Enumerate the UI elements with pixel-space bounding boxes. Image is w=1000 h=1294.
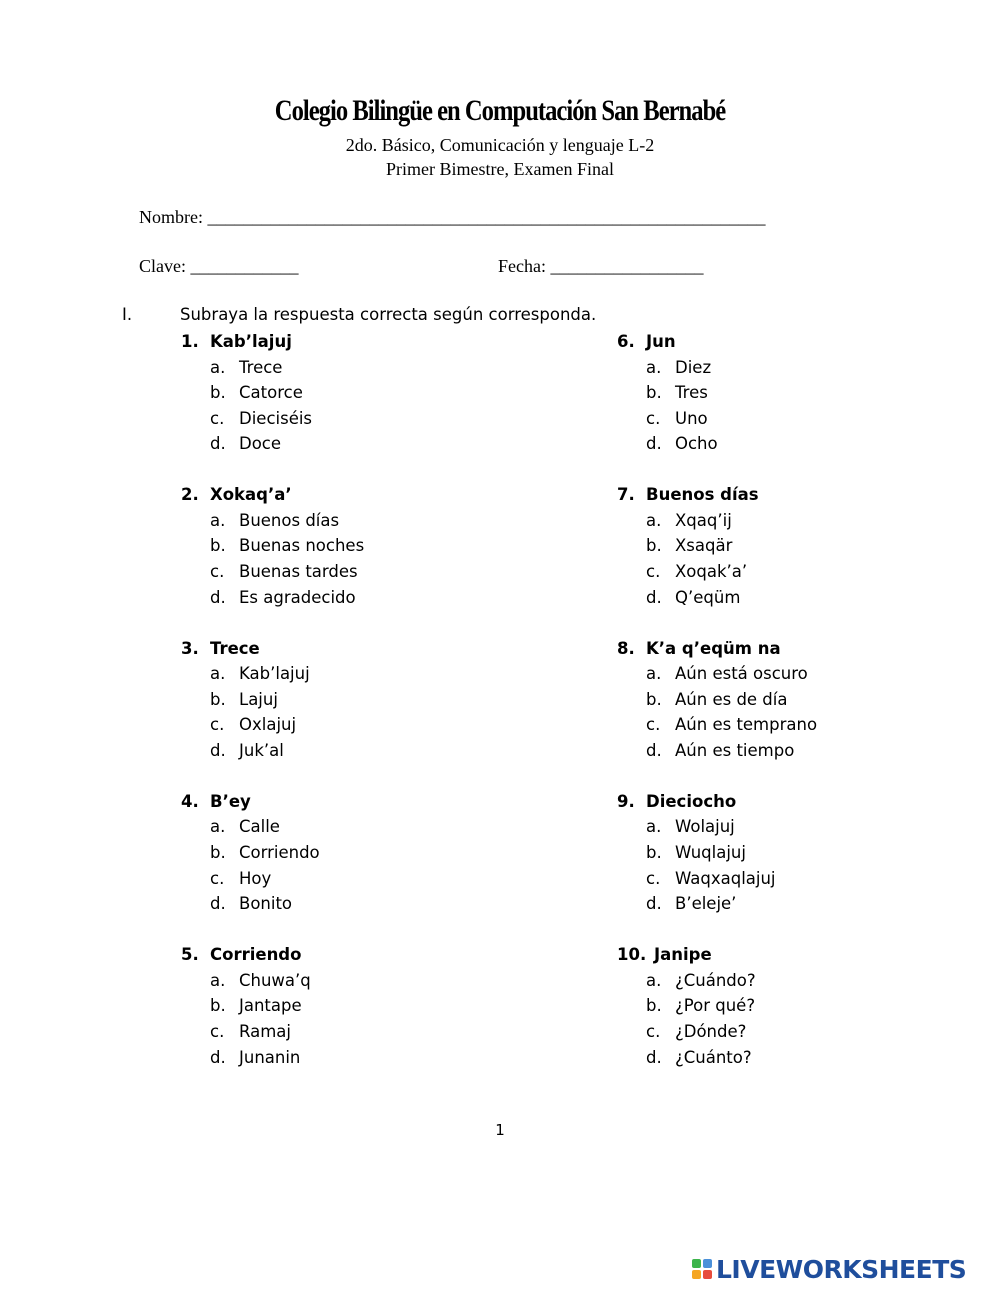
option-text[interactable]: Trece (239, 357, 283, 377)
question-text: B’ey (210, 791, 251, 811)
option-letter: a. (210, 817, 226, 837)
option-letter: c. (210, 408, 225, 428)
option-text[interactable]: Xqaq’ij (675, 510, 732, 530)
option-letter: a. (210, 357, 226, 377)
option-text[interactable]: Jantape (239, 996, 302, 1016)
option-text[interactable]: Buenos días (239, 510, 340, 530)
option-letter: a. (646, 664, 662, 684)
question-text: Kab’lajuj (210, 332, 292, 351)
option-letter: d. (646, 740, 662, 760)
option-letter: b. (646, 843, 662, 863)
option-text[interactable]: Aún es de día (675, 689, 788, 709)
option-text[interactable]: Buenas noches (239, 536, 365, 556)
option-text[interactable]: ¿Dónde? (675, 1021, 747, 1041)
option-letter: b. (210, 536, 226, 556)
option-letter: d. (646, 434, 662, 454)
question-number: 10. (617, 945, 647, 965)
option-letter: c. (210, 562, 225, 582)
option-text[interactable]: Doce (239, 434, 282, 454)
option-letter: b. (210, 843, 226, 863)
option-letter: a. (646, 510, 662, 530)
question-text: Xokaq’a’ (210, 485, 292, 505)
nombre-field[interactable]: Nombre: ______________________________________________________________ (139, 207, 766, 227)
option-letter: b. (210, 383, 226, 403)
option-text[interactable]: Junanin (239, 1047, 301, 1067)
question-text: Buenos días (646, 485, 759, 505)
option-text[interactable]: Xoqak’a’ (675, 562, 748, 582)
section-instruction: Subraya la respuesta correcta según corresponda. (180, 305, 597, 324)
option-text[interactable]: Dieciséis (239, 408, 313, 428)
option-text[interactable]: Uno (675, 408, 708, 428)
school-title: Colegio Bilingüe en Computación San Bernabé (274, 94, 726, 127)
option-text[interactable]: Q’eqüm (675, 587, 741, 607)
option-text[interactable]: Kab’lajuj (239, 664, 310, 684)
option-text[interactable]: Chuwa’q (239, 970, 311, 990)
brand-text: LIVEWORKSHEETS (716, 1254, 967, 1284)
liveworksheets-logo-icon (692, 1259, 712, 1279)
option-letter: a. (646, 970, 662, 990)
question-text: Corriendo (210, 945, 302, 965)
question-number: 6. (617, 332, 635, 351)
course-subtitle: 2do. Básico, Comunicación y lenguaje L-2 (345, 135, 655, 155)
option-letter: d. (210, 740, 226, 760)
option-text[interactable]: Buenas tardes (239, 562, 358, 582)
option-text[interactable]: Hoy (239, 868, 272, 888)
option-letter: b. (210, 996, 226, 1016)
option-letter: c. (646, 868, 661, 888)
option-letter: d. (646, 894, 662, 914)
option-letter: a. (210, 510, 226, 530)
option-text[interactable]: Aún está oscuro (675, 664, 808, 684)
option-text[interactable]: B’eleje’ (675, 894, 737, 914)
option-text[interactable]: Xsaqär (675, 536, 733, 556)
option-letter: c. (646, 1021, 661, 1041)
option-letter: d. (646, 587, 662, 607)
option-text[interactable]: Catorce (239, 383, 303, 403)
option-text[interactable]: Tres (675, 383, 708, 403)
exam-subtitle: Primer Bimestre, Examen Final (386, 159, 614, 179)
logo-square (703, 1259, 712, 1268)
option-letter: d. (210, 434, 226, 454)
question-text: K’a q’eqüm na (646, 638, 781, 658)
option-text[interactable]: Oxlajuj (239, 715, 297, 735)
question-number: 4. (181, 791, 199, 811)
question-number: 8. (617, 638, 635, 658)
option-text[interactable]: Corriendo (239, 843, 320, 863)
question-number: 2. (181, 485, 199, 505)
logo-square (692, 1270, 701, 1279)
option-letter: c. (210, 1021, 225, 1041)
question-number: 1. (181, 332, 199, 351)
option-text[interactable]: ¿Por qué? (675, 996, 756, 1016)
option-letter: a. (210, 664, 226, 684)
question-number: 9. (617, 791, 635, 811)
option-letter: d. (210, 894, 226, 914)
option-letter: a. (646, 817, 662, 837)
option-text[interactable]: Juk’al (239, 740, 284, 760)
option-letter: a. (646, 357, 662, 377)
option-letter: d. (646, 1047, 662, 1067)
option-letter: b. (646, 689, 662, 709)
option-letter: c. (646, 408, 661, 428)
option-text[interactable]: ¿Cuánto? (675, 1047, 752, 1067)
option-text[interactable]: ¿Cuándo? (675, 970, 756, 990)
option-text[interactable]: Ocho (675, 434, 718, 454)
question-text: Janipe (654, 945, 712, 965)
option-letter: b. (210, 689, 226, 709)
option-letter: c. (210, 868, 225, 888)
option-letter: d. (210, 587, 226, 607)
option-text[interactable]: Ramaj (239, 1021, 291, 1041)
option-letter: b. (646, 536, 662, 556)
option-text[interactable]: Waqxaqlajuj (675, 868, 776, 888)
clave-field[interactable]: Clave: ____________ (139, 256, 299, 276)
question-text: Trece (210, 638, 260, 658)
question-text: Dieciocho (646, 791, 737, 811)
logo-square (703, 1270, 712, 1279)
option-letter: c. (210, 715, 225, 735)
option-letter: d. (210, 1047, 226, 1067)
option-text[interactable]: Wolajuj (675, 817, 735, 837)
option-text[interactable]: Bonito (239, 894, 293, 914)
option-text[interactable]: Diez (675, 357, 712, 377)
option-text[interactable]: Aún es temprano (675, 715, 818, 735)
page-number: 1 (495, 1121, 505, 1139)
option-letter: b. (646, 383, 662, 403)
option-text[interactable]: Lajuj (239, 689, 278, 709)
option-text[interactable]: Aún es tiempo (675, 740, 795, 760)
option-letter: c. (646, 715, 661, 735)
option-text[interactable]: Calle (239, 817, 280, 837)
fecha-field[interactable]: Fecha: _________________ (498, 256, 704, 276)
question-number: 7. (617, 485, 635, 505)
logo-square (692, 1259, 701, 1268)
option-letter: b. (646, 996, 662, 1016)
section-number: I. (122, 305, 133, 324)
question-number: 3. (181, 638, 199, 658)
question-text: Jun (646, 332, 676, 351)
option-text[interactable]: Es agradecido (239, 587, 356, 607)
option-text[interactable]: Wuqlajuj (675, 843, 746, 863)
option-letter: c. (646, 562, 661, 582)
option-letter: a. (210, 970, 226, 990)
liveworksheets-brand (692, 1252, 966, 1286)
question-number: 5. (181, 945, 199, 965)
